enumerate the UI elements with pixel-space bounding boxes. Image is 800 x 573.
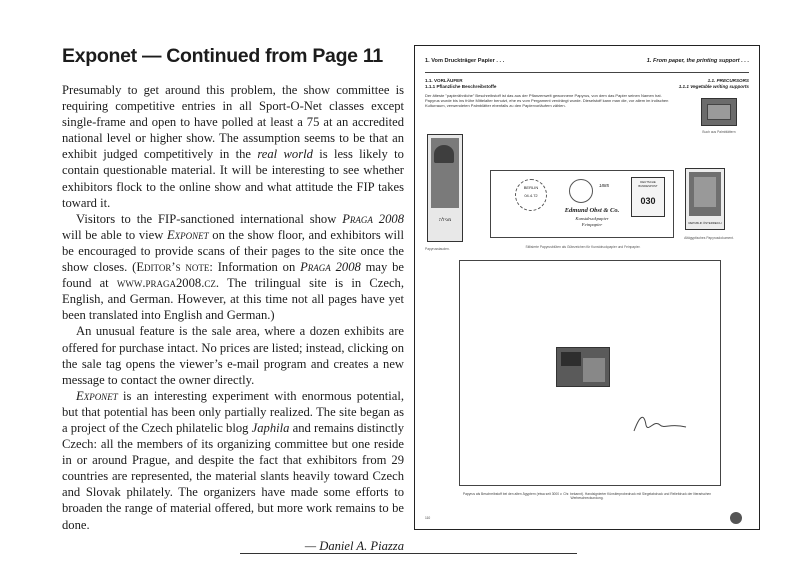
handwritten-signature xyxy=(630,411,690,437)
papyrus-stamp-left: מגילה xyxy=(427,134,463,242)
paragraph-3: An unusual feature is the sale area, where a dozen exhibits are offered for purchase intact. No prices are listed; instead, clicking on the sale tag opens the viewer’s e-mail program and creates a new message to contact the owner directly. xyxy=(62,324,404,387)
cover-envelope: BERLIN 04.4.72 1885 Edmund Obst & Co. Kunstdruckpapier Feinpapier DEUTSCHE BUNDESPOST 030 xyxy=(490,170,674,238)
papyrus-stamp-right: REPUBLIK ÖSTERREICH xyxy=(685,168,725,230)
caption-left: Papyrusstauden. xyxy=(425,247,450,251)
exhibit-intro-text: Der älteste "papierähnliche" Beschreibstoff ist das aus der Pflanzenwelt gewonnene Papyrus, von dem das Papier seinen Namen hat. Papyrus wurde bis ins frühe Mittelalter benutzt, ehe es vom Pergament verdrängt wurde. Dieselstoff kann man die, vor allem im indischen Kulturraum, verwendeten Palmblätter ebenfalls zu den Papiervorläufern zählen. xyxy=(425,93,669,109)
header-divider xyxy=(425,72,749,73)
section-heading-de: 1.1. VORLÄUFER 1.1.1 Pflanzliche Beschreibstoffe xyxy=(425,78,497,89)
section-heading-en: 1.1. PRECURSORS 1.1.1 Vegetable writing supports xyxy=(678,78,749,89)
caption-right: Altägyptisches Papyrusdokument. xyxy=(684,236,734,240)
exhibit-page-image xyxy=(414,45,760,530)
paragraph-4: Exponet is an interesting experiment with enormous potential, but that potential has been only partially realized. The site began as a project of the Czech philatelic blog Japhila and remains distinctly Czech: all the members of its organizing committee but one reside in or around Prague, and despite the fact that exhibitors from 29 countries are represented, the material slants heavily toward Czech and Slovak philately. The organizers have made some efforts to broaden the range of material offered, but more work remains to be done. xyxy=(62,388,405,532)
website-link[interactable]: www.praga2008.cz xyxy=(116,276,216,291)
proof-caption: Papyrus als Beschreibstoff bei den alten Ägyptern (etwa seit 3000 v. Chr. bekannt). Handsignierter Künstlerprobedruck mit Siegelabdruck und Reliefdruck der literarischen Werbeschreckundung. xyxy=(462,492,712,501)
caption-center: Stilisierte Papyrusblüten als Gütezeichen für Kunstdruckpapier und Feinpapier. xyxy=(525,245,641,249)
article-body xyxy=(62,82,404,554)
exhibit-header: 1. Vom Druckträger Papier . . . 1. From paper, the printing support . . . xyxy=(425,58,749,64)
page-number: 110 xyxy=(425,516,431,520)
article-column xyxy=(62,44,404,554)
bundespost-stamp: DEUTSCHE BUNDESPOST 030 xyxy=(631,177,665,217)
proof-stamp-image xyxy=(556,347,610,387)
palm-leaf-stamp xyxy=(701,98,737,126)
author-signature: — Daniel A. Piazza xyxy=(304,538,404,553)
caption-palm-book: Buch aus Palmblättern xyxy=(702,130,736,134)
paragraph-2: Visitors to the FIP-sanctioned international show Praga 2008 will be able to view Exponet on the show floor, and exhibitors will be encouraged to provide scans of their pages to the site once the show closes. (Editor’s note: Information on Praga 2008 may be found at www.praga2008.cz. The trilingual site is in Czech, English, and German. However, at this time not all pages have yet been translated into English and German.) xyxy=(62,211,404,323)
company-seal xyxy=(569,179,593,203)
paragraph-1: Presumably to get around this problem, the show committee is requiring competitive entries in all Sport-O-Net classes except single-frame and open to have polled at least a 75 at an accredited national level or higher show. The assumption seems to be that an exhibit judged competitively in the real world is less likely to contain questionable material. It will be interesting to see whether exhibitors flock to the online show and what attitude the FIP takes toward it. xyxy=(62,83,404,210)
sale-dot-icon xyxy=(730,512,742,524)
footer-rule xyxy=(240,553,577,554)
artist-proof-frame xyxy=(459,260,721,486)
postmark: BERLIN 04.4.72 xyxy=(515,179,547,211)
article-title: Exponet — Continued from Page 11 xyxy=(62,45,383,67)
